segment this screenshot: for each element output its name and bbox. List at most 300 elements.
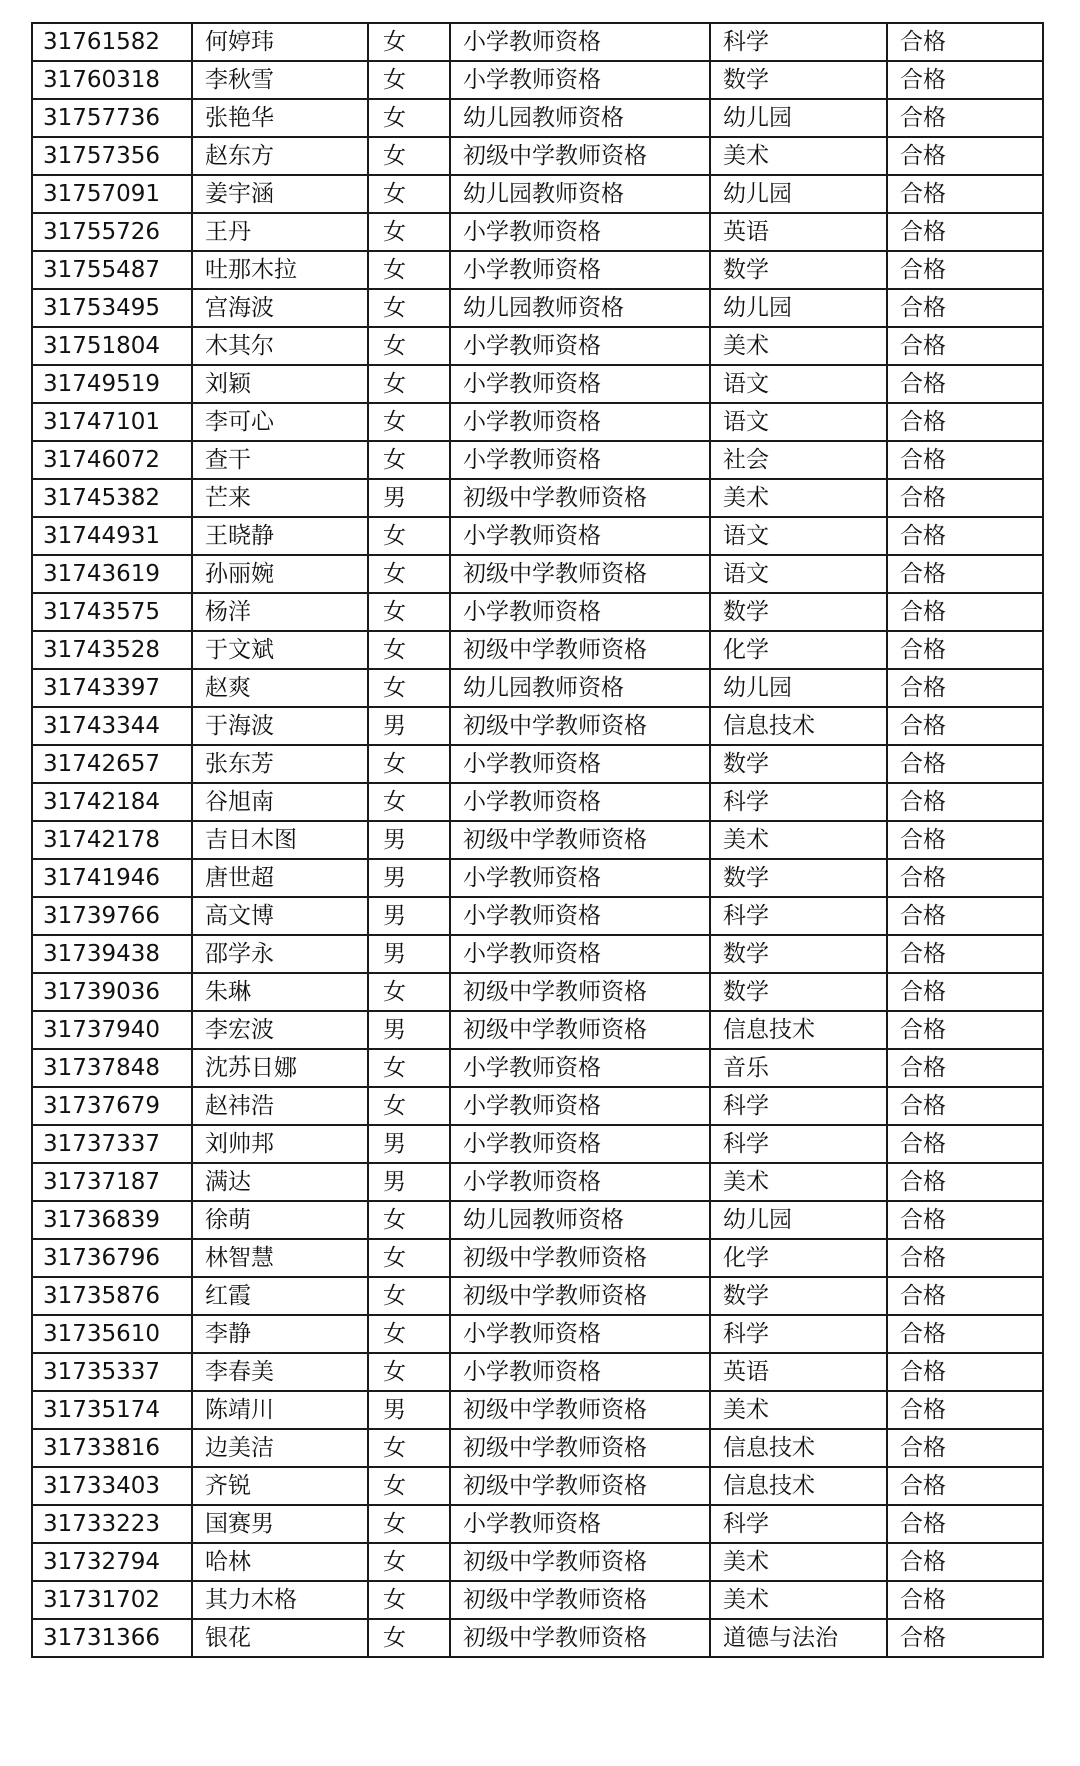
result-cell: 合格 — [887, 669, 1043, 707]
name-cell: 边美洁 — [192, 1429, 368, 1467]
name-cell: 王丹 — [192, 213, 368, 251]
certificate-type-cell: 小学教师资格 — [450, 213, 710, 251]
table-row — [32, 1353, 1043, 1391]
gender-cell: 女 — [368, 137, 450, 175]
subject-cell: 音乐 — [710, 1049, 887, 1087]
certificate-type-cell: 小学教师资格 — [450, 1049, 710, 1087]
name-cell: 张艳华 — [192, 99, 368, 137]
subject-cell: 信息技术 — [710, 1467, 887, 1505]
table-row — [32, 1239, 1043, 1277]
candidate-id-cell: 31735337 — [32, 1353, 192, 1391]
subject-cell: 美术 — [710, 821, 887, 859]
table-row — [32, 403, 1043, 441]
subject-cell: 语文 — [710, 403, 887, 441]
subject-cell: 化学 — [710, 631, 887, 669]
result-cell: 合格 — [887, 707, 1043, 745]
subject-cell: 语文 — [710, 365, 887, 403]
name-cell: 赵东方 — [192, 137, 368, 175]
gender-cell: 女 — [368, 783, 450, 821]
candidate-id-cell: 31737940 — [32, 1011, 192, 1049]
candidate-id-cell: 31731702 — [32, 1581, 192, 1619]
gender-cell: 女 — [368, 517, 450, 555]
name-cell: 于文斌 — [192, 631, 368, 669]
subject-cell: 信息技术 — [710, 1011, 887, 1049]
candidate-id-cell: 31743575 — [32, 593, 192, 631]
gender-cell: 女 — [368, 631, 450, 669]
certificate-type-cell: 幼儿园教师资格 — [450, 669, 710, 707]
certificate-type-cell: 幼儿园教师资格 — [450, 1201, 710, 1239]
table-row — [32, 1011, 1043, 1049]
certificate-type-cell: 初级中学教师资格 — [450, 1543, 710, 1581]
certificate-type-cell: 初级中学教师资格 — [450, 1277, 710, 1315]
certificate-type-cell: 幼儿园教师资格 — [450, 289, 710, 327]
candidate-id-cell: 31746072 — [32, 441, 192, 479]
gender-cell: 女 — [368, 745, 450, 783]
subject-cell: 道德与法治 — [710, 1619, 887, 1657]
certificate-type-cell: 小学教师资格 — [450, 935, 710, 973]
name-cell: 木其尔 — [192, 327, 368, 365]
result-cell: 合格 — [887, 1011, 1043, 1049]
name-cell: 林智慧 — [192, 1239, 368, 1277]
table-row — [32, 441, 1043, 479]
subject-cell: 美术 — [710, 1543, 887, 1581]
certificate-type-cell: 小学教师资格 — [450, 1163, 710, 1201]
gender-cell: 女 — [368, 251, 450, 289]
result-cell: 合格 — [887, 1277, 1043, 1315]
candidate-id-cell: 31742184 — [32, 783, 192, 821]
certificate-type-cell: 小学教师资格 — [450, 1353, 710, 1391]
gender-cell: 女 — [368, 1467, 450, 1505]
name-cell: 国赛男 — [192, 1505, 368, 1543]
candidate-id-cell: 31731366 — [32, 1619, 192, 1657]
table-row — [32, 23, 1043, 61]
candidate-id-cell: 31743397 — [32, 669, 192, 707]
table-row — [32, 1581, 1043, 1619]
gender-cell: 女 — [368, 1239, 450, 1277]
result-cell: 合格 — [887, 327, 1043, 365]
name-cell: 红霞 — [192, 1277, 368, 1315]
gender-cell: 女 — [368, 1315, 450, 1353]
subject-cell: 科学 — [710, 1505, 887, 1543]
subject-cell: 美术 — [710, 1581, 887, 1619]
table-row — [32, 517, 1043, 555]
gender-cell: 男 — [368, 821, 450, 859]
result-cell: 合格 — [887, 1391, 1043, 1429]
candidate-id-cell: 31757356 — [32, 137, 192, 175]
result-cell: 合格 — [887, 23, 1043, 61]
candidate-id-cell: 31742657 — [32, 745, 192, 783]
subject-cell: 科学 — [710, 23, 887, 61]
gender-cell: 女 — [368, 593, 450, 631]
subject-cell: 数学 — [710, 251, 887, 289]
candidate-id-cell: 31749519 — [32, 365, 192, 403]
candidate-id-cell: 31747101 — [32, 403, 192, 441]
gender-cell: 女 — [368, 1429, 450, 1467]
name-cell: 唐世超 — [192, 859, 368, 897]
subject-cell: 幼儿园 — [710, 289, 887, 327]
subject-cell: 幼儿园 — [710, 99, 887, 137]
candidate-id-cell: 31733403 — [32, 1467, 192, 1505]
candidate-id-cell: 31735174 — [32, 1391, 192, 1429]
subject-cell: 科学 — [710, 783, 887, 821]
certificate-type-cell: 小学教师资格 — [450, 403, 710, 441]
name-cell: 宫海波 — [192, 289, 368, 327]
table-row — [32, 555, 1043, 593]
certificate-type-cell: 小学教师资格 — [450, 1125, 710, 1163]
table-row — [32, 707, 1043, 745]
certificate-type-cell: 幼儿园教师资格 — [450, 175, 710, 213]
result-cell: 合格 — [887, 1467, 1043, 1505]
subject-cell: 化学 — [710, 1239, 887, 1277]
certificate-type-cell: 小学教师资格 — [450, 327, 710, 365]
gender-cell: 女 — [368, 1049, 450, 1087]
result-cell: 合格 — [887, 859, 1043, 897]
subject-cell: 科学 — [710, 1315, 887, 1353]
name-cell: 其力木格 — [192, 1581, 368, 1619]
certificate-type-cell: 小学教师资格 — [450, 365, 710, 403]
candidate-id-cell: 31737848 — [32, 1049, 192, 1087]
certificate-type-cell: 初级中学教师资格 — [450, 479, 710, 517]
table-row — [32, 593, 1043, 631]
table-row — [32, 479, 1043, 517]
candidate-id-cell: 31743619 — [32, 555, 192, 593]
certificate-type-cell: 初级中学教师资格 — [450, 707, 710, 745]
subject-cell: 信息技术 — [710, 1429, 887, 1467]
result-cell: 合格 — [887, 289, 1043, 327]
gender-cell: 女 — [368, 99, 450, 137]
gender-cell: 女 — [368, 973, 450, 1011]
subject-cell: 美术 — [710, 1391, 887, 1429]
certificate-type-cell: 初级中学教师资格 — [450, 1467, 710, 1505]
subject-cell: 美术 — [710, 327, 887, 365]
gender-cell: 女 — [368, 1201, 450, 1239]
table-row — [32, 213, 1043, 251]
candidate-id-cell: 31757736 — [32, 99, 192, 137]
name-cell: 邵学永 — [192, 935, 368, 973]
results-table — [31, 22, 1044, 1658]
result-cell: 合格 — [887, 403, 1043, 441]
candidate-id-cell: 31757091 — [32, 175, 192, 213]
subject-cell: 科学 — [710, 1087, 887, 1125]
result-cell: 合格 — [887, 1353, 1043, 1391]
name-cell: 赵祎浩 — [192, 1087, 368, 1125]
table-row — [32, 821, 1043, 859]
subject-cell: 科学 — [710, 1125, 887, 1163]
name-cell: 何婷玮 — [192, 23, 368, 61]
table-row — [32, 1049, 1043, 1087]
table-row — [32, 973, 1043, 1011]
table-row — [32, 251, 1043, 289]
result-cell: 合格 — [887, 1125, 1043, 1163]
table-row — [32, 327, 1043, 365]
subject-cell: 数学 — [710, 859, 887, 897]
name-cell: 张东芳 — [192, 745, 368, 783]
subject-cell: 英语 — [710, 213, 887, 251]
certificate-type-cell: 小学教师资格 — [450, 897, 710, 935]
certificate-type-cell: 初级中学教师资格 — [450, 555, 710, 593]
gender-cell: 女 — [368, 1543, 450, 1581]
table-row — [32, 289, 1043, 327]
certificate-type-cell: 小学教师资格 — [450, 593, 710, 631]
result-cell: 合格 — [887, 365, 1043, 403]
candidate-id-cell: 31755487 — [32, 251, 192, 289]
name-cell: 李静 — [192, 1315, 368, 1353]
certificate-type-cell: 初级中学教师资格 — [450, 1429, 710, 1467]
name-cell: 于海波 — [192, 707, 368, 745]
candidate-id-cell: 31751804 — [32, 327, 192, 365]
candidate-id-cell: 31737337 — [32, 1125, 192, 1163]
table-row — [32, 1505, 1043, 1543]
name-cell: 李春美 — [192, 1353, 368, 1391]
subject-cell: 数学 — [710, 593, 887, 631]
candidate-id-cell: 31760318 — [32, 61, 192, 99]
gender-cell: 男 — [368, 897, 450, 935]
table-row — [32, 61, 1043, 99]
candidate-id-cell: 31733816 — [32, 1429, 192, 1467]
result-cell: 合格 — [887, 783, 1043, 821]
certificate-type-cell: 初级中学教师资格 — [450, 137, 710, 175]
name-cell: 银花 — [192, 1619, 368, 1657]
candidate-id-cell: 31741946 — [32, 859, 192, 897]
certificate-type-cell: 小学教师资格 — [450, 251, 710, 289]
result-cell: 合格 — [887, 517, 1043, 555]
table-row — [32, 1619, 1043, 1657]
candidate-id-cell: 31743344 — [32, 707, 192, 745]
certificate-type-cell: 初级中学教师资格 — [450, 821, 710, 859]
certificate-type-cell: 初级中学教师资格 — [450, 1391, 710, 1429]
candidate-id-cell: 31744931 — [32, 517, 192, 555]
subject-cell: 信息技术 — [710, 707, 887, 745]
result-cell: 合格 — [887, 973, 1043, 1011]
table-row — [32, 1277, 1043, 1315]
name-cell: 孙丽婉 — [192, 555, 368, 593]
name-cell: 朱琳 — [192, 973, 368, 1011]
gender-cell: 女 — [368, 365, 450, 403]
candidate-id-cell: 31739438 — [32, 935, 192, 973]
certificate-type-cell: 小学教师资格 — [450, 1315, 710, 1353]
result-cell: 合格 — [887, 441, 1043, 479]
table-row — [32, 175, 1043, 213]
result-cell: 合格 — [887, 1543, 1043, 1581]
candidate-id-cell: 31737679 — [32, 1087, 192, 1125]
subject-cell: 语文 — [710, 517, 887, 555]
certificate-type-cell: 小学教师资格 — [450, 1505, 710, 1543]
candidate-id-cell: 31732794 — [32, 1543, 192, 1581]
gender-cell: 女 — [368, 669, 450, 707]
result-cell: 合格 — [887, 479, 1043, 517]
result-cell: 合格 — [887, 251, 1043, 289]
name-cell: 姜宇涵 — [192, 175, 368, 213]
table-row — [32, 365, 1043, 403]
result-cell: 合格 — [887, 1049, 1043, 1087]
gender-cell: 女 — [368, 23, 450, 61]
subject-cell: 幼儿园 — [710, 175, 887, 213]
certificate-type-cell: 小学教师资格 — [450, 859, 710, 897]
certificate-type-cell: 初级中学教师资格 — [450, 1619, 710, 1657]
candidate-id-cell: 31753495 — [32, 289, 192, 327]
certificate-type-cell: 初级中学教师资格 — [450, 1581, 710, 1619]
name-cell: 齐锐 — [192, 1467, 368, 1505]
table-row — [32, 897, 1043, 935]
result-cell: 合格 — [887, 137, 1043, 175]
gender-cell: 女 — [368, 403, 450, 441]
result-cell: 合格 — [887, 1315, 1043, 1353]
result-cell: 合格 — [887, 213, 1043, 251]
subject-cell: 数学 — [710, 745, 887, 783]
name-cell: 李宏波 — [192, 1011, 368, 1049]
table-row — [32, 137, 1043, 175]
certificate-type-cell: 小学教师资格 — [450, 517, 710, 555]
result-cell: 合格 — [887, 745, 1043, 783]
name-cell: 刘颖 — [192, 365, 368, 403]
certificate-type-cell: 小学教师资格 — [450, 61, 710, 99]
name-cell: 王晓静 — [192, 517, 368, 555]
name-cell: 赵爽 — [192, 669, 368, 707]
result-cell: 合格 — [887, 99, 1043, 137]
subject-cell: 语文 — [710, 555, 887, 593]
table-row — [32, 1315, 1043, 1353]
gender-cell: 男 — [368, 1391, 450, 1429]
result-cell: 合格 — [887, 1429, 1043, 1467]
name-cell: 李可心 — [192, 403, 368, 441]
table-row — [32, 859, 1043, 897]
name-cell: 沈苏日娜 — [192, 1049, 368, 1087]
subject-cell: 幼儿园 — [710, 1201, 887, 1239]
candidate-id-cell: 31755726 — [32, 213, 192, 251]
table-row — [32, 783, 1043, 821]
certificate-type-cell: 初级中学教师资格 — [450, 973, 710, 1011]
name-cell: 满达 — [192, 1163, 368, 1201]
name-cell: 刘帅邦 — [192, 1125, 368, 1163]
results-table-body — [32, 23, 1043, 1657]
result-cell: 合格 — [887, 935, 1043, 973]
name-cell: 高文博 — [192, 897, 368, 935]
candidate-id-cell: 31736839 — [32, 1201, 192, 1239]
table-row — [32, 1391, 1043, 1429]
gender-cell: 男 — [368, 707, 450, 745]
candidate-id-cell: 31737187 — [32, 1163, 192, 1201]
result-cell: 合格 — [887, 897, 1043, 935]
result-cell: 合格 — [887, 1201, 1043, 1239]
result-cell: 合格 — [887, 175, 1043, 213]
gender-cell: 男 — [368, 1163, 450, 1201]
certificate-type-cell: 幼儿园教师资格 — [450, 99, 710, 137]
name-cell: 芒来 — [192, 479, 368, 517]
certificate-type-cell: 初级中学教师资格 — [450, 1011, 710, 1049]
result-cell: 合格 — [887, 1619, 1043, 1657]
candidate-id-cell: 31745382 — [32, 479, 192, 517]
gender-cell: 女 — [368, 1581, 450, 1619]
candidate-id-cell: 31735876 — [32, 1277, 192, 1315]
table-row — [32, 99, 1043, 137]
name-cell: 杨洋 — [192, 593, 368, 631]
certificate-type-cell: 小学教师资格 — [450, 783, 710, 821]
result-cell: 合格 — [887, 1581, 1043, 1619]
subject-cell: 数学 — [710, 61, 887, 99]
result-cell: 合格 — [887, 1087, 1043, 1125]
certificate-type-cell: 小学教师资格 — [450, 441, 710, 479]
gender-cell: 女 — [368, 555, 450, 593]
subject-cell: 美术 — [710, 137, 887, 175]
table-row — [32, 1429, 1043, 1467]
candidate-id-cell: 31743528 — [32, 631, 192, 669]
candidate-id-cell: 31735610 — [32, 1315, 192, 1353]
table-row — [32, 631, 1043, 669]
result-cell: 合格 — [887, 631, 1043, 669]
subject-cell: 幼儿园 — [710, 669, 887, 707]
gender-cell: 男 — [368, 1125, 450, 1163]
candidate-id-cell: 31739766 — [32, 897, 192, 935]
result-cell: 合格 — [887, 1239, 1043, 1277]
subject-cell: 美术 — [710, 479, 887, 517]
name-cell: 徐萌 — [192, 1201, 368, 1239]
name-cell: 哈林 — [192, 1543, 368, 1581]
result-cell: 合格 — [887, 555, 1043, 593]
table-row — [32, 745, 1043, 783]
table-row — [32, 1201, 1043, 1239]
table-row — [32, 1163, 1043, 1201]
gender-cell: 男 — [368, 859, 450, 897]
candidate-id-cell: 31733223 — [32, 1505, 192, 1543]
result-cell: 合格 — [887, 593, 1043, 631]
subject-cell: 社会 — [710, 441, 887, 479]
subject-cell: 英语 — [710, 1353, 887, 1391]
gender-cell: 女 — [368, 327, 450, 365]
table-row — [32, 1543, 1043, 1581]
gender-cell: 女 — [368, 1087, 450, 1125]
subject-cell: 科学 — [710, 897, 887, 935]
table-row — [32, 935, 1043, 973]
candidate-id-cell: 31761582 — [32, 23, 192, 61]
name-cell: 吉日木图 — [192, 821, 368, 859]
candidate-id-cell: 31736796 — [32, 1239, 192, 1277]
gender-cell: 女 — [368, 1505, 450, 1543]
certificate-type-cell: 小学教师资格 — [450, 745, 710, 783]
name-cell: 吐那木拉 — [192, 251, 368, 289]
results-sheet — [31, 22, 1042, 1658]
name-cell: 查干 — [192, 441, 368, 479]
certificate-type-cell: 初级中学教师资格 — [450, 631, 710, 669]
certificate-type-cell: 小学教师资格 — [450, 23, 710, 61]
gender-cell: 男 — [368, 479, 450, 517]
name-cell: 陈靖川 — [192, 1391, 368, 1429]
table-row — [32, 1467, 1043, 1505]
gender-cell: 女 — [368, 441, 450, 479]
gender-cell: 女 — [368, 213, 450, 251]
candidate-id-cell: 31742178 — [32, 821, 192, 859]
subject-cell: 数学 — [710, 973, 887, 1011]
gender-cell: 女 — [368, 1277, 450, 1315]
name-cell: 李秋雪 — [192, 61, 368, 99]
candidate-id-cell: 31739036 — [32, 973, 192, 1011]
subject-cell: 美术 — [710, 1163, 887, 1201]
certificate-type-cell: 初级中学教师资格 — [450, 1239, 710, 1277]
result-cell: 合格 — [887, 61, 1043, 99]
gender-cell: 女 — [368, 1353, 450, 1391]
name-cell: 谷旭南 — [192, 783, 368, 821]
subject-cell: 数学 — [710, 935, 887, 973]
certificate-type-cell: 小学教师资格 — [450, 1087, 710, 1125]
subject-cell: 数学 — [710, 1277, 887, 1315]
result-cell: 合格 — [887, 1505, 1043, 1543]
table-row — [32, 1125, 1043, 1163]
gender-cell: 男 — [368, 935, 450, 973]
gender-cell: 女 — [368, 289, 450, 327]
table-row — [32, 1087, 1043, 1125]
table-row — [32, 669, 1043, 707]
gender-cell: 女 — [368, 175, 450, 213]
gender-cell: 女 — [368, 61, 450, 99]
